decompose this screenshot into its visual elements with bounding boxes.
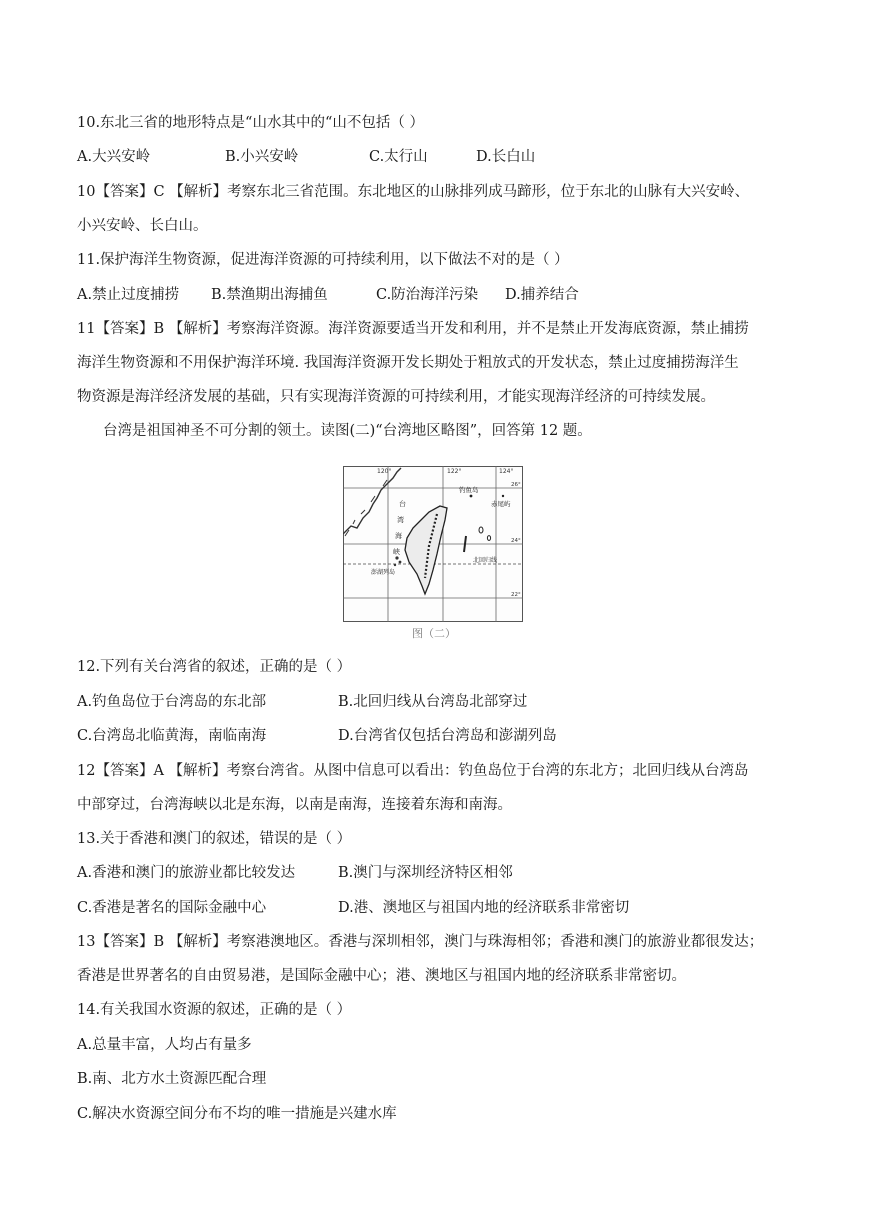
chiwei-islet-dot xyxy=(502,495,504,497)
q13-stem: 13.关于香港和澳门的叙述，错误的是（ ） xyxy=(77,831,352,847)
penghu-island xyxy=(395,556,398,559)
chiwei-islet-label: 赤尾屿 xyxy=(491,500,511,508)
q11-answer-line-2: 海洋生物资源和不用保护海洋环境. 我国海洋资源开发长期处于粗放式的开发状态，禁止过度捕捞海洋生 xyxy=(77,355,739,371)
q13-answer-line-2: 香港是世界著名的自由贸易港，是国际金融中心；港、澳地区与祖国内地的经济联系非常密切。 xyxy=(77,968,686,984)
taiwan-map-figure xyxy=(343,466,523,622)
q10-option-b: B.小兴安岭 xyxy=(225,149,299,165)
q12-option-d: D.台湾省仅包括台湾岛和澎湖列岛 xyxy=(338,728,557,744)
q10-option-c: C.太行山 xyxy=(369,149,428,165)
q12-option-a: A.钓鱼岛位于台湾岛的东北部 xyxy=(77,694,267,710)
lat-label-24: 24° xyxy=(511,538,521,544)
q13-option-b: B.澳门与深圳经济特区相邻 xyxy=(338,865,513,881)
q10-option-a: A.大兴安岭 xyxy=(77,149,151,165)
q11-answer-line-3: 物资源是海洋经济发展的基础，只有实现海洋资源的可持续利用，才能实现海洋经济的可持续发展。 xyxy=(77,389,715,405)
q11-option-c: C.防治海洋污染 xyxy=(376,287,479,303)
lon-label-124: 124° xyxy=(499,468,514,475)
lat-label-22: 22° xyxy=(511,592,521,598)
q11-answer-line-1: 11【答案】B 【解析】考察海洋资源。海洋资源要适当开发和利用，并不是禁止开发海底资源，禁止捕捞 xyxy=(77,321,749,337)
penghu-label: 澎湖列岛 xyxy=(371,569,396,576)
q14-stem: 14.有关我国水资源的叙述，正确的是（ ） xyxy=(77,1002,352,1018)
q10-answer-line-2: 小兴安岭、长白山。 xyxy=(77,218,208,234)
penghu-island xyxy=(394,564,396,566)
strait-label-hai: 海 xyxy=(395,532,402,540)
diaoyu-island-label: 钓鱼岛 xyxy=(459,486,479,494)
figure-caption: 图（二） xyxy=(412,627,456,640)
q12-option-c: C.台湾岛北临黄海，南临南海 xyxy=(77,728,267,744)
q11-stem: 11.保护海洋生物资源，促进海洋资源的可持续利用，以下做法不对的是（ ） xyxy=(77,252,569,268)
penghu-island xyxy=(399,561,402,564)
q14-option-a: A.总量丰富，人均占有量多 xyxy=(77,1037,252,1053)
q14-option-c: C.解决水资源空间分布不均的唯一措施是兴建水库 xyxy=(77,1106,397,1122)
lon-label-122: 122° xyxy=(447,468,462,475)
q14-option-b: B.南、北方水土资源匹配合理 xyxy=(77,1071,267,1087)
q11-option-a: A.禁止过度捕捞 xyxy=(77,287,180,303)
strait-label-tai: 台 xyxy=(399,500,406,508)
q10-answer-line-1: 10【答案】C 【解析】考察东北三省范围。东北地区的山脉排列成马蹄形，位于东北的山脉有大兴安岭、 xyxy=(77,184,750,200)
strait-label-xia: 峡 xyxy=(393,548,400,556)
q12-answer-line-2: 中部穿过，台湾海峡以北是东海，以南是南海，连接着东海和南海。 xyxy=(77,797,512,813)
q10-stem: 10.东北三省的地形特点是“山水其中的“山不包括（ ） xyxy=(77,115,424,131)
q10-option-d: D.长白山 xyxy=(476,149,536,165)
q13-option-a: A.香港和澳门的旅游业都比较发达 xyxy=(77,865,296,881)
q12-stem: 12.下列有关台湾省的叙述，正确的是（ ） xyxy=(77,659,352,675)
q12-answer-line-1: 12【答案】A 【解析】考察台湾省。从图中信息可以看出：钓鱼岛位于台湾的东北方；北回归线从台湾岛 xyxy=(77,763,749,779)
q12-option-b: B.北回归线从台湾岛北部穿过 xyxy=(338,694,528,710)
tropic-of-cancer-label: 北回归线 xyxy=(473,557,498,564)
q13-answer-line-1: 13【答案】B 【解析】考察港澳地区。香港与深圳相邻，澳门与珠海相邻；香港和澳门的旅游业都很发达； xyxy=(77,934,764,950)
q11-option-d: D.捕养结合 xyxy=(505,287,579,303)
q13-option-d: D.港、澳地区与祖国内地的经济联系非常密切 xyxy=(338,900,630,916)
q12-intro: 台湾是祖国神圣不可分割的领土。读图(二)“台湾地区略图”，回答第 12 题。 xyxy=(103,423,592,439)
lon-label-120: 120° xyxy=(377,468,392,475)
diaoyu-island-dot xyxy=(470,495,473,498)
strait-label-wan: 湾 xyxy=(397,516,404,524)
lat-label-26: 26° xyxy=(511,482,521,488)
q11-option-b: B.禁渔期出海捕鱼 xyxy=(211,287,328,303)
q13-option-c: C.香港是著名的国际金融中心 xyxy=(77,900,267,916)
